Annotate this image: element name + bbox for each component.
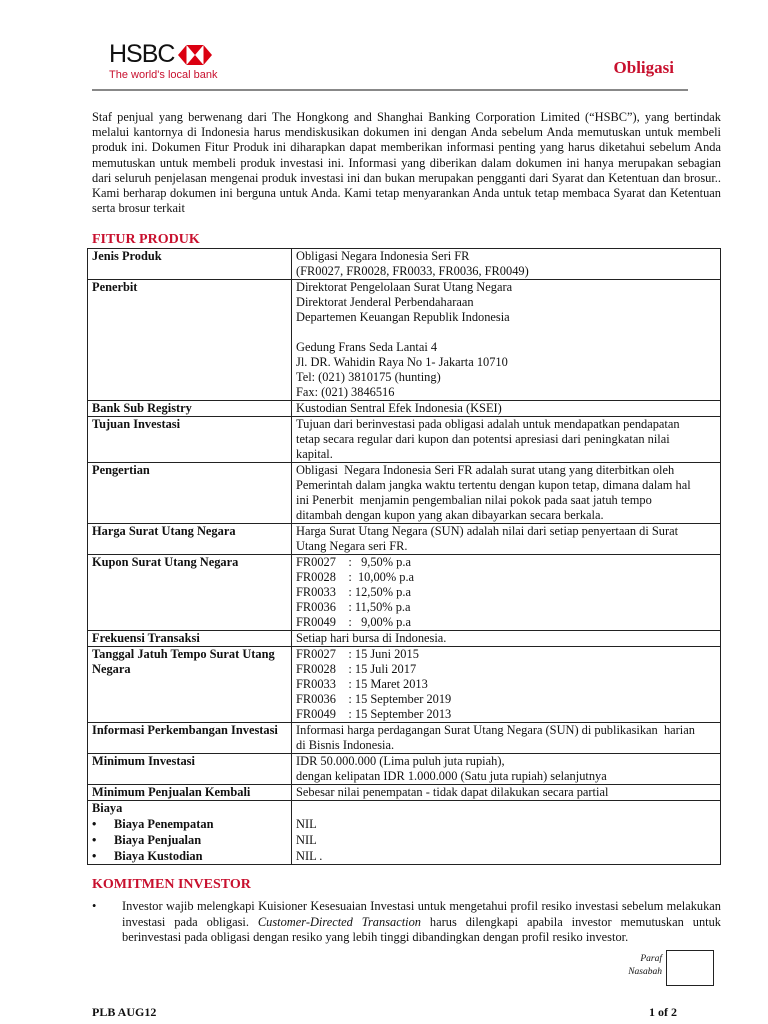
- biaya-item-value: NIL .: [296, 849, 323, 863]
- biaya-values: [292, 801, 721, 865]
- biaya-item-value: NIL: [296, 833, 317, 847]
- table-row: [88, 555, 721, 631]
- biaya-item-label: Biaya Penjualan: [114, 833, 202, 847]
- value-line: FR0036 : 11,50% p.a: [296, 600, 411, 614]
- row-value: [292, 524, 721, 555]
- value-line: Gedung Frans Seda Lantai 4: [296, 340, 438, 354]
- value-line: (FR0027, FR0028, FR0033, FR0036, FR0049): [296, 264, 529, 278]
- biaya-label: Biaya: [92, 801, 123, 815]
- row-label: Minimum Penjualan Kembali: [88, 785, 292, 801]
- value-line: kapital.: [296, 447, 333, 461]
- value-line: Kustodian Sentral Efek Indonesia (KSEI): [296, 401, 502, 415]
- row-value: [292, 647, 721, 723]
- komitmen-text-italic: Customer-Directed Transaction: [257, 914, 421, 929]
- value-line: FR0049 : 9,00% p.a: [296, 615, 411, 629]
- table-row: [88, 785, 721, 801]
- row-label: Tanggal Jatuh Tempo Surat Utang Negara: [88, 647, 292, 723]
- hsbc-logo: [109, 40, 218, 81]
- komitmen-text-b: harus dilengkapi apabila investor memutuskan untuk berinvestasi pada obligasi dengan resiko yang lebih tinggi dibandingkan dengan profil resiko investor.: [122, 914, 721, 944]
- value-line: Setiap hari bursa di Indonesia.: [296, 631, 447, 645]
- bullet-icon: •: [92, 817, 97, 831]
- value-line: Departemen Keuangan Republik Indonesia: [296, 310, 510, 324]
- value-line: FR0036 : 15 September 2019: [296, 692, 452, 706]
- bullet-icon: •: [92, 899, 97, 913]
- value-line: ini Penerbit menjamin pengembalian nilai pokok pada saat jatuh tempo: [296, 493, 652, 507]
- biaya-item: [92, 832, 287, 848]
- value-line: FR0049 : 15 September 2013: [296, 707, 452, 721]
- table-row: [88, 280, 721, 401]
- biaya-item-label: Biaya Penempatan: [114, 817, 214, 831]
- value-line: Fax: (021) 3846516: [296, 385, 395, 399]
- value-line: FR0028 : 15 Juli 2017: [296, 662, 417, 676]
- product-features-table: [87, 248, 721, 865]
- intro-paragraph: Staf penjual yang berwenang dari The Hongkong and Shanghai Banking Corporation Limited (“HSBC”), yang bertindak melalui kantornya di Indonesia harus mendiskusikan dokumen ini dengan Anda sebelum Anda memutuskan untuk membeli produk ini. Dokumen Fitur Produk ini diharapkan dapat memberikan informasi penting yang harus diketahui sebelum Anda memutuskan untuk membeli produk investasi ini. Informasi yang diberikan dalam dokumen ini hanya merupakan sebagian dari seluruh penjelasan mengenai produk investasi ini dan bukan merupakan pengganti dari Syarat dan Ketentuan dan brosur.. Kami berharap dokumen ini berguna untuk Anda. Kami tetap menyarankan Anda untuk tetap membaca Syarat dan Ketentuan serta brosur terkait: [92, 110, 721, 216]
- value-line: FR0027 : 9,50% p.a: [296, 555, 411, 569]
- biaya-item-value: NIL: [296, 817, 317, 831]
- value-line: ditambah dengan kupon yang akan dibayarkan secara berkala.: [296, 508, 604, 522]
- value-line: di Bisnis Indonesia.: [296, 738, 395, 752]
- row-label: Frekuensi Transaksi: [88, 631, 292, 647]
- value-line: Direktorat Pengelolaan Surat Utang Negara: [296, 280, 513, 294]
- document-title: Obligasi: [613, 58, 674, 77]
- row-value: [292, 754, 721, 785]
- table-row: [88, 417, 721, 463]
- row-value: [292, 723, 721, 754]
- biaya-item-label: Biaya Kustodian: [114, 849, 203, 863]
- value-line: tetap secara regular dari kupon dan potentsi apresiasi dari peningkatan nilai: [296, 432, 670, 446]
- row-label: Informasi Perkembangan Investasi: [88, 723, 292, 754]
- initial-box[interactable]: [666, 950, 714, 986]
- row-label: Kupon Surat Utang Negara: [88, 555, 292, 631]
- table-row-biaya: [88, 801, 721, 865]
- komitmen-text-a: Investor wajib melengkapi Kuisioner Kesesuaian Investasi untuk mengetahui profil resiko investasi sebelum melakukan investasi pada obligasi.: [122, 899, 721, 929]
- row-value: [292, 555, 721, 631]
- footer-page: 1 of 2: [649, 1005, 677, 1019]
- value-line: [296, 325, 716, 340]
- row-value: [292, 249, 721, 280]
- row-value: [292, 280, 721, 401]
- value-line: FR0033 : 12,50% p.a: [296, 585, 411, 599]
- value-line: Sebesar nilai penempatan - tidak dapat dilakukan secara partial: [296, 785, 609, 799]
- row-value: [292, 631, 721, 647]
- table-row: [88, 249, 721, 280]
- value-line: Obligasi Negara Indonesia Seri FR: [296, 249, 470, 263]
- value-line: Informasi harga perdagangan Surat Utang Negara (SUN) di publikasikan harian: [296, 723, 695, 737]
- row-label: Tujuan Investasi: [88, 417, 292, 463]
- row-value: [292, 417, 721, 463]
- row-label: Harga Surat Utang Negara: [88, 524, 292, 555]
- value-line: Obligasi Negara Indonesia Seri FR adalah surat utang yang diterbitkan oleh: [296, 463, 675, 477]
- row-value: [292, 463, 721, 524]
- header-divider: [92, 89, 688, 91]
- biaya-item: [92, 816, 287, 832]
- paraf-line1: Paraf: [640, 954, 662, 964]
- value-line: Jl. DR. Wahidin Raya No 1- Jakarta 10710: [296, 355, 508, 369]
- table-row: [88, 401, 721, 417]
- bullet-icon: •: [92, 833, 97, 847]
- row-value: [292, 785, 721, 801]
- biaya-label-cell: [88, 801, 292, 865]
- paraf-line2: Nasabah: [628, 967, 662, 977]
- fitur-heading: FITUR PRODUK: [92, 232, 200, 247]
- value-line: FR0027 : 15 Juni 2015: [296, 647, 419, 661]
- bullet-icon: •: [92, 849, 97, 863]
- value-line: Tel: (021) 3810175 (hunting): [296, 370, 441, 384]
- value-line: Utang Negara seri FR.: [296, 539, 408, 553]
- table-row: [88, 647, 721, 723]
- value-line: IDR 50.000.000 (Lima puluh juta rupiah),: [296, 754, 505, 768]
- row-label: Penerbit: [88, 280, 292, 401]
- value-line: Pemerintah dalam jangka waktu tertentu dengan kupon tetap, dimana dalam hal: [296, 478, 691, 492]
- value-line: FR0033 : 15 Maret 2013: [296, 677, 428, 691]
- table-row: [88, 723, 721, 754]
- hsbc-hexagon-icon: [178, 45, 212, 65]
- paraf-label: [628, 953, 662, 979]
- logo-name: HSBC: [109, 40, 175, 68]
- row-label: Minimum Investasi: [88, 754, 292, 785]
- table-row: [88, 631, 721, 647]
- row-label: Jenis Produk: [88, 249, 292, 280]
- value-line: Direktorat Jenderal Perbendaharaan: [296, 295, 474, 309]
- footer-code: PLB AUG12: [92, 1005, 157, 1019]
- biaya-item: [92, 848, 287, 864]
- komitmen-heading: KOMITMEN INVESTOR: [92, 877, 251, 892]
- logo-tagline: The world's local bank: [109, 69, 218, 81]
- row-label: Pengertian: [88, 463, 292, 524]
- value-line: Tujuan dari berinvestasi pada obligasi adalah untuk mendapatkan pendapatan: [296, 417, 680, 431]
- table-row: [88, 754, 721, 785]
- value-line: dengan kelipatan IDR 1.000.000 (Satu juta rupiah) selanjutnya: [296, 769, 607, 783]
- row-label: Bank Sub Registry: [88, 401, 292, 417]
- row-value: [292, 401, 721, 417]
- komitmen-item: [92, 899, 721, 946]
- table-row: [88, 524, 721, 555]
- table-row: [88, 463, 721, 524]
- value-line: Harga Surat Utang Negara (SUN) adalah nilai dari setiap penyertaan di Surat: [296, 524, 679, 538]
- value-line: FR0028 : 10,00% p.a: [296, 570, 415, 584]
